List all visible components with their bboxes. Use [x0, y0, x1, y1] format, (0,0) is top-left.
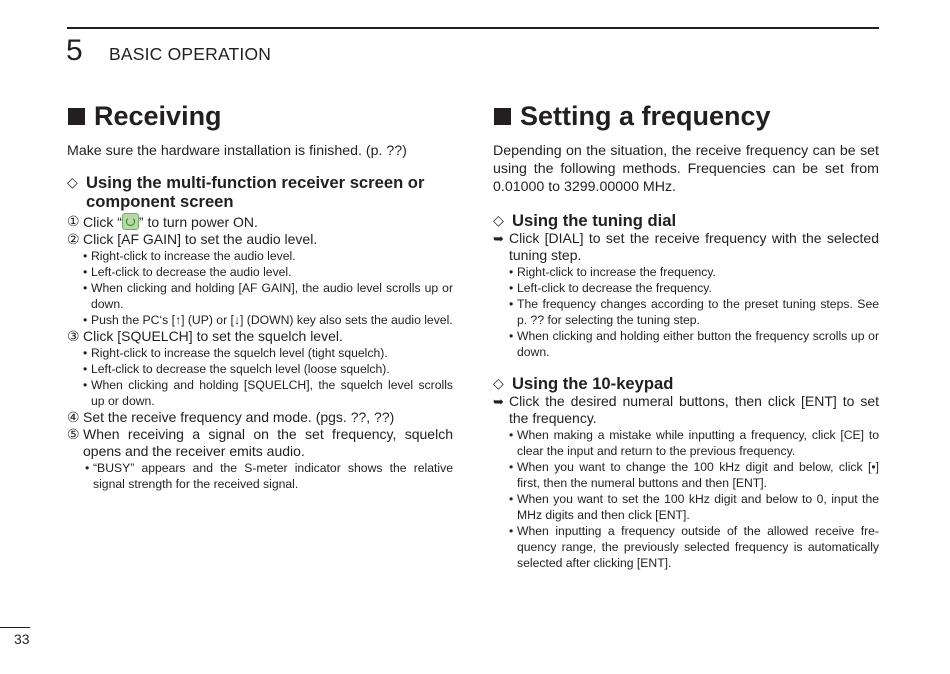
step-2: ② Click [AF GAIN] to set the audio level.: [67, 231, 318, 247]
step-number: ④: [67, 409, 80, 425]
step-number: ③: [67, 328, 80, 344]
receiving-title: Receiving: [94, 101, 222, 131]
receive-bullets: [67, 460, 453, 492]
keypad-step: ➥ Click the desired numeral buttons, then click [ENT] to set the frequency.: [493, 393, 879, 426]
list-item: • Right-click to increase the frequency.: [509, 265, 716, 279]
tuning-dial-title: Using the tuning dial: [512, 211, 677, 230]
frequency-column: [493, 100, 879, 571]
list-item: • When clicking and holding [SQUELCH], the squelch level scrolls up or down.: [83, 378, 453, 408]
chapter-number: 5: [66, 34, 83, 67]
list-item: • When you want to change the 100 kHz digit and below, click [•] first, then the numeral buttons and then [ENT].: [509, 460, 879, 490]
list-item: • When clicking and holding [AF GAIN], the audio level scrolls up or down.: [83, 281, 453, 311]
square-icon: [68, 108, 85, 125]
keypad-heading: [493, 374, 879, 393]
keypad-bullets: [493, 427, 879, 571]
diamond-icon: ◇: [67, 174, 78, 190]
step-number: ②: [67, 231, 80, 247]
list-item: • Left-click to decrease the squelch level (loose squelch).: [83, 362, 390, 376]
receiving-intro: Make sure the hardware installation is finished. (p. ??): [67, 143, 407, 159]
list-item: • Push the PC‘s [↑] (UP) or [↓] (DOWN) key also sets the audio level.: [83, 313, 453, 327]
step-3: ③ Click [SQUELCH] to set the squelch level.: [67, 328, 343, 344]
keypad-title: Using the 10-keypad: [512, 374, 674, 393]
frequency-title: Setting a frequency: [520, 101, 771, 131]
list-item: • When making a mistake while inputting a frequency, click [CE] to clear the input and return to the previous frequency.: [509, 428, 879, 458]
diamond-icon: ◇: [493, 212, 504, 228]
list-item: • When clicking and holding either button the frequency scrolls up or down.: [509, 329, 879, 359]
step-number: ⑤: [67, 426, 80, 442]
frequency-heading: [493, 100, 879, 132]
list-item: • Left-click to decrease the audio level.: [83, 265, 292, 279]
frequency-intro: Depending on the situation, the receive frequency can be set using the following methods. Frequencies can be set from 0.01000 to 3299.00000 MHz.: [493, 143, 879, 195]
receiving-column: [67, 100, 453, 492]
list-item: • When you want to set the 100 kHz digit and below to 0, input the MHz digits and then click [ENT].: [509, 492, 879, 522]
step-5: ⑤ When receiving a signal on the set frequency, squelch opens and the receiver emits audio.: [67, 426, 453, 459]
tuning-dial-heading: [493, 211, 879, 230]
af-gain-bullets: [67, 248, 453, 328]
square-icon: [494, 108, 511, 125]
list-item: • The frequency changes according to the preset tuning steps. See p. ?? for selecting the tuning step.: [509, 297, 879, 327]
squelch-bullets: [67, 345, 453, 409]
power-button-icon: [122, 213, 139, 230]
top-rule: [67, 27, 879, 29]
receiver-screen-title: Using the multi-function receiver screen or component screen: [86, 173, 425, 211]
list-item: • When inputting a frequency outside of the allowed receive fre-quency range, the previously selected frequency is automatically selected after clicking [ENT].: [509, 524, 879, 570]
tuning-dial-bullets: [493, 264, 879, 360]
page-number: 33: [14, 631, 30, 647]
list-item: • “BUSY” appears and the S-meter indicator shows the relative signal strength for the received signal.: [85, 461, 453, 491]
receiver-screen-heading: [67, 173, 453, 211]
step-number: ①: [67, 213, 80, 229]
step-4: ④ Set the receive frequency and mode. (pgs. ??, ??): [67, 409, 395, 425]
step-1: ① Click “ ” to turn power ON.: [67, 213, 258, 230]
arrow-icon: ➥: [493, 231, 504, 246]
arrow-icon: ➥: [493, 394, 504, 409]
chapter-title: BASIC OPERATION: [109, 44, 272, 64]
tuning-dial-step: ➥ Click [DIAL] to set the receive frequency with the selected tuning step.: [493, 230, 879, 263]
list-item: • Right-click to increase the audio level.: [83, 249, 296, 263]
page-number-rule: [0, 627, 30, 628]
list-item: • Right-click to increase the squelch level (tight squelch).: [83, 346, 388, 360]
list-item: • Left-click to decrease the frequency.: [509, 281, 712, 295]
receiving-heading: [67, 100, 453, 132]
diamond-icon: ◇: [493, 375, 504, 391]
